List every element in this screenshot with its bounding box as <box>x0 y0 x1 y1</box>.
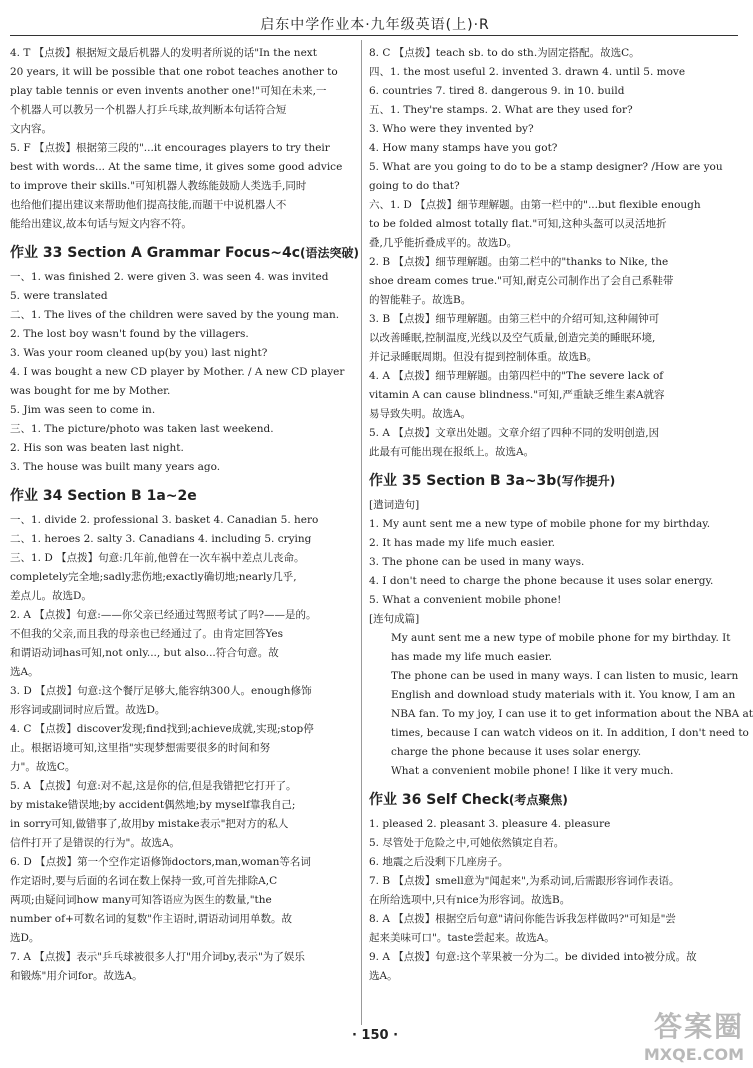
section-35-heading <box>369 470 714 490</box>
section-34-title: 作业 34 Section B 1a~2e <box>10 488 197 504</box>
answer-line: completely完全地;sadly悲伤地;exactly确切地;nearly几乎, <box>10 571 297 583</box>
answer-line: charge the phone because it uses solar energy. <box>391 746 642 758</box>
answer-line: 1. My aunt sent me a new type of mobile phone for my birthday. <box>369 518 711 530</box>
left-top-answers <box>10 44 355 234</box>
answer-line: 2. The lost boy wasn't found by the villagers. <box>10 328 249 340</box>
answer-line: 和谓语动词has可知,not only..., but also...符合句意。故 <box>10 647 279 659</box>
header-rule <box>10 35 738 36</box>
answer-line: 的智能鞋子。故选B。 <box>369 294 472 306</box>
column-divider <box>361 40 362 1025</box>
answer-line: 起来美味可口"。taste尝起来。故选A。 <box>369 932 555 944</box>
watermark-line1: 答案圈 <box>653 1010 744 1043</box>
answer-line: 2. B 【点拨】细节理解题。由第二栏中的"thanks to Nike, the <box>369 256 669 268</box>
section-35-title: 作业 35 Section B 3a~3b <box>369 473 557 489</box>
answer-line: 3. The phone can be used in many ways. <box>369 556 585 568</box>
section-36-tag: (考点聚焦) <box>508 793 568 807</box>
answer-line: going to do that? <box>369 180 460 192</box>
answer-line: 4. T 【点拨】根据短文最后机器人的发明者所说的话"In the next <box>10 47 317 59</box>
answer-line: 1. pleased 2. pleasant 3. pleasure 4. pleasure <box>369 818 611 830</box>
answer-line: 差点儿。故选D。 <box>10 590 92 602</box>
answer-line: 4. C 【点拨】discover发现;find找到;achieve成就,实现;stop停 <box>10 723 314 735</box>
watermark-line2: MXQE.COM <box>643 1045 744 1064</box>
section-33-title: 作业 33 Section A Grammar Focus~4c <box>10 245 300 261</box>
answer-line: 20 years, it will be possible that one robot teaches another to <box>10 66 338 78</box>
section-35-answers <box>369 496 714 629</box>
answer-line: 能给出建议,故本句话与短文内容不符。 <box>10 218 192 230</box>
answer-line: 4. I was bought a new CD player by Mother. / A new CD player <box>10 366 345 378</box>
answer-line: 不但我的父亲,而且我的母亲也已经通过了。由肯定回答Yes <box>10 628 283 640</box>
answer-line: 5. A 【点拨】句意:对不起,这是你的信,但是我错把它打开了。 <box>10 780 297 792</box>
answer-line: The phone can be used in many ways. I can listen to music, learn <box>391 670 739 682</box>
answer-line: in sorry可知,做错事了,故用by mistake表示"把对方的私人 <box>10 818 289 830</box>
answer-line: play table tennis or even invents another one!"可知在未来,一 <box>10 85 327 97</box>
answer-line: 7. B 【点拨】smell意为"闻起来",为系动词,后需跟形容词作表语。 <box>369 875 680 887</box>
answer-line: to be folded almost totally flat."可知,这种头盔可以灵活地折 <box>369 218 667 230</box>
answer-line: 3. D 【点拨】句意:这个餐厅足够大,能容纳300人。enough修饰 <box>10 685 312 697</box>
running-header: 启东中学作业本·九年级英语(上)·R <box>260 17 490 33</box>
answer-line: 两项;由疑问词how many可知答语应为医生的数量,"the <box>10 894 272 906</box>
answer-line: 5. A 【点拨】文章出处题。文章介绍了四种不同的发明创造,因 <box>369 427 660 439</box>
answer-line: 4. How many stamps have you got? <box>369 142 558 154</box>
answer-line: shoe dream comes true."可知,耐克公司制作出了会自己系鞋带 <box>369 275 674 287</box>
answer-line: 易导致失明。故选A。 <box>369 408 472 420</box>
answer-line: was bought for me by Mother. <box>10 385 171 397</box>
answer-line: 和锻炼"用介词for。故选A。 <box>10 970 143 982</box>
answer-line: 此最有可能出现在报纸上。故选A。 <box>369 446 535 458</box>
section-33-heading <box>10 242 359 262</box>
answer-line: 2. It has made my life much easier. <box>369 537 556 549</box>
answer-line: 5. What are you going to do to be a stamp designer? /How are you <box>369 161 723 173</box>
answer-line: 3. B 【点拨】细节理解题。由第三栏中的介绍可知,这种闹钟可 <box>369 313 660 325</box>
answer-line: 2. A 【点拨】句意:——你父亲已经通过驾照考试了吗?——是的。 <box>10 609 317 621</box>
answer-line: [遣词造句] <box>369 499 420 511</box>
answer-line: by mistake错误地;by accident偶然地;by myself靠我自己; <box>10 799 296 811</box>
answer-line: 6. D 【点拨】第一个空作定语修饰doctors,man,woman等名词 <box>10 856 311 868</box>
answer-line: 也给他们提出建议来帮助他们提高技能,而题干中说机器人不 <box>10 199 287 211</box>
answer-line: 叠,几乎能折叠成平的。故选D。 <box>369 237 518 249</box>
answer-line: 选A。 <box>10 666 39 678</box>
answer-line: 3. Who were they invented by? <box>369 123 534 135</box>
section-36-heading <box>369 789 714 809</box>
answer-line: 5. were translated <box>10 290 108 302</box>
section-36-answers <box>369 815 714 986</box>
answer-line: number of+可数名词的复数"作主语时,谓语动词用单数。故 <box>10 913 292 925</box>
answer-line: 作定语时,要与后面的名词在数上保持一致,可首先排除A,C <box>10 875 278 887</box>
answer-line: 6. countries 7. tired 8. dangerous 9. in 10. build <box>369 85 625 97</box>
answer-line: [连句成篇] <box>369 613 420 625</box>
answer-line: 六、1. D 【点拨】细节理解题。由第一栏中的"...but flexible enough <box>369 199 701 211</box>
page-number: · 150 · <box>351 1028 399 1043</box>
answer-line: 4. I don't need to charge the phone because it uses solar energy. <box>369 575 714 587</box>
answer-line: times, because I can watch videos on it. In addition, I don't need to <box>391 727 749 739</box>
section-33-tag: (语法突破) <box>300 246 359 260</box>
answer-line: 五、1. They're stamps. 2. What are they used for? <box>369 104 633 116</box>
answer-line: 7. A 【点拨】表示"乒乓球被很多人打"用介词by,表示"为了娱乐 <box>10 951 305 963</box>
left-column <box>10 44 359 986</box>
answer-line: 信件打开了是错误的行为"。故选A。 <box>10 837 180 849</box>
answer-line: 形容词或副词时应后置。故选D。 <box>10 704 166 716</box>
answer-line: 2. His son was beaten last night. <box>10 442 184 454</box>
right-column <box>369 44 753 986</box>
answer-line: NBA fan. To my joy, I can use it to get information about the NBA at <box>391 708 753 720</box>
answer-line: 3. Was your room cleaned up(by you) last night? <box>10 347 268 359</box>
answer-line: 并记录睡眠周期。但没有提到控制体重。故选B。 <box>369 351 598 363</box>
answer-line: 文内容。 <box>10 123 52 135</box>
section-35-tag: (写作提升) <box>556 474 616 488</box>
answer-line: 3. The house was built many years ago. <box>10 461 221 473</box>
answer-line: 在所给选项中,只有nice为形容词。故选B。 <box>369 894 571 906</box>
answer-line: 9. A 【点拨】句意:这个苹果被一分为二。be divided into被分成。故 <box>369 951 697 963</box>
answer-line: My aunt sent me a new type of mobile phone for my birthday. It <box>391 632 731 644</box>
answer-line: best with words... At the same time, it gives some good advice <box>10 161 343 173</box>
answer-line: 5. F 【点拨】根据第三段的"...it encourages players to try their <box>10 142 330 154</box>
answer-line: 一、1. divide 2. professional 3. basket 4. Canadian 5. hero <box>10 514 319 526</box>
answer-line: 二、1. The lives of the children were saved by the young man. <box>10 309 340 321</box>
watermark-logo <box>644 1005 744 1064</box>
answer-line: What a convenient mobile phone! I like it very much. <box>391 765 674 777</box>
answer-line: English and download study materials with it. You know, I am an <box>391 689 736 701</box>
answer-line: 8. A 【点拨】根据空后句意"请问你能告诉我怎样做吗?"可知是"尝 <box>369 913 676 925</box>
answer-line: 选A。 <box>369 970 398 982</box>
section-33-answers <box>10 268 355 477</box>
answer-line: 6. 地震之后没剩下几座房子。 <box>369 856 509 868</box>
answer-line: has made my life much easier. <box>391 651 552 663</box>
answer-line: 5. Jim was seen to come in. <box>10 404 156 416</box>
answer-line: 8. C 【点拨】teach sb. to do sth.为固定搭配。故选C。 <box>369 47 640 59</box>
answer-line: vitamin A can cause blindness."可知,严重缺乏维生素A就容 <box>369 389 665 401</box>
answer-line: 一、1. was finished 2. were given 3. was seen 4. was invited <box>10 271 329 283</box>
answer-line: 二、1. heroes 2. salty 3. Canadians 4. including 5. crying <box>10 533 312 545</box>
answer-line: 止。根据语境可知,这里指"实现梦想需要很多的时间和努 <box>10 742 271 754</box>
answer-line: 4. A 【点拨】细节理解题。由第四栏中的"The severe lack of <box>369 370 664 382</box>
answer-line: to improve their skills."可知机器人教练能鼓励人类选手,同时 <box>10 180 307 192</box>
answer-line: 个机器人可以教另一个机器人打乒乓球,故判断本句话符合短 <box>10 104 287 116</box>
section-35-essay <box>369 629 753 781</box>
answer-line: 力"。故选C。 <box>10 761 76 773</box>
answer-line: 以改善睡眠,控制温度,光线以及空气质量,创造完美的睡眠环境, <box>369 332 656 344</box>
answer-line: 选D。 <box>10 932 40 944</box>
answer-line: 5. 尽管处于危险之中,可她依然镇定自若。 <box>369 837 565 849</box>
right-top-answers <box>369 44 723 462</box>
section-34-heading <box>10 485 355 505</box>
answer-line: 三、1. The picture/photo was taken last weekend. <box>10 423 274 435</box>
answer-line: 四、1. the most useful 2. invented 3. drawn 4. until 5. move <box>369 66 686 78</box>
answer-line: 三、1. D 【点拨】句意:几年前,他曾在一次车祸中差点儿丧命。 <box>10 552 305 564</box>
section-34-answers <box>10 511 355 986</box>
section-36-title: 作业 36 Self Check <box>369 792 509 808</box>
answer-line: 5. What a convenient mobile phone! <box>369 594 562 606</box>
